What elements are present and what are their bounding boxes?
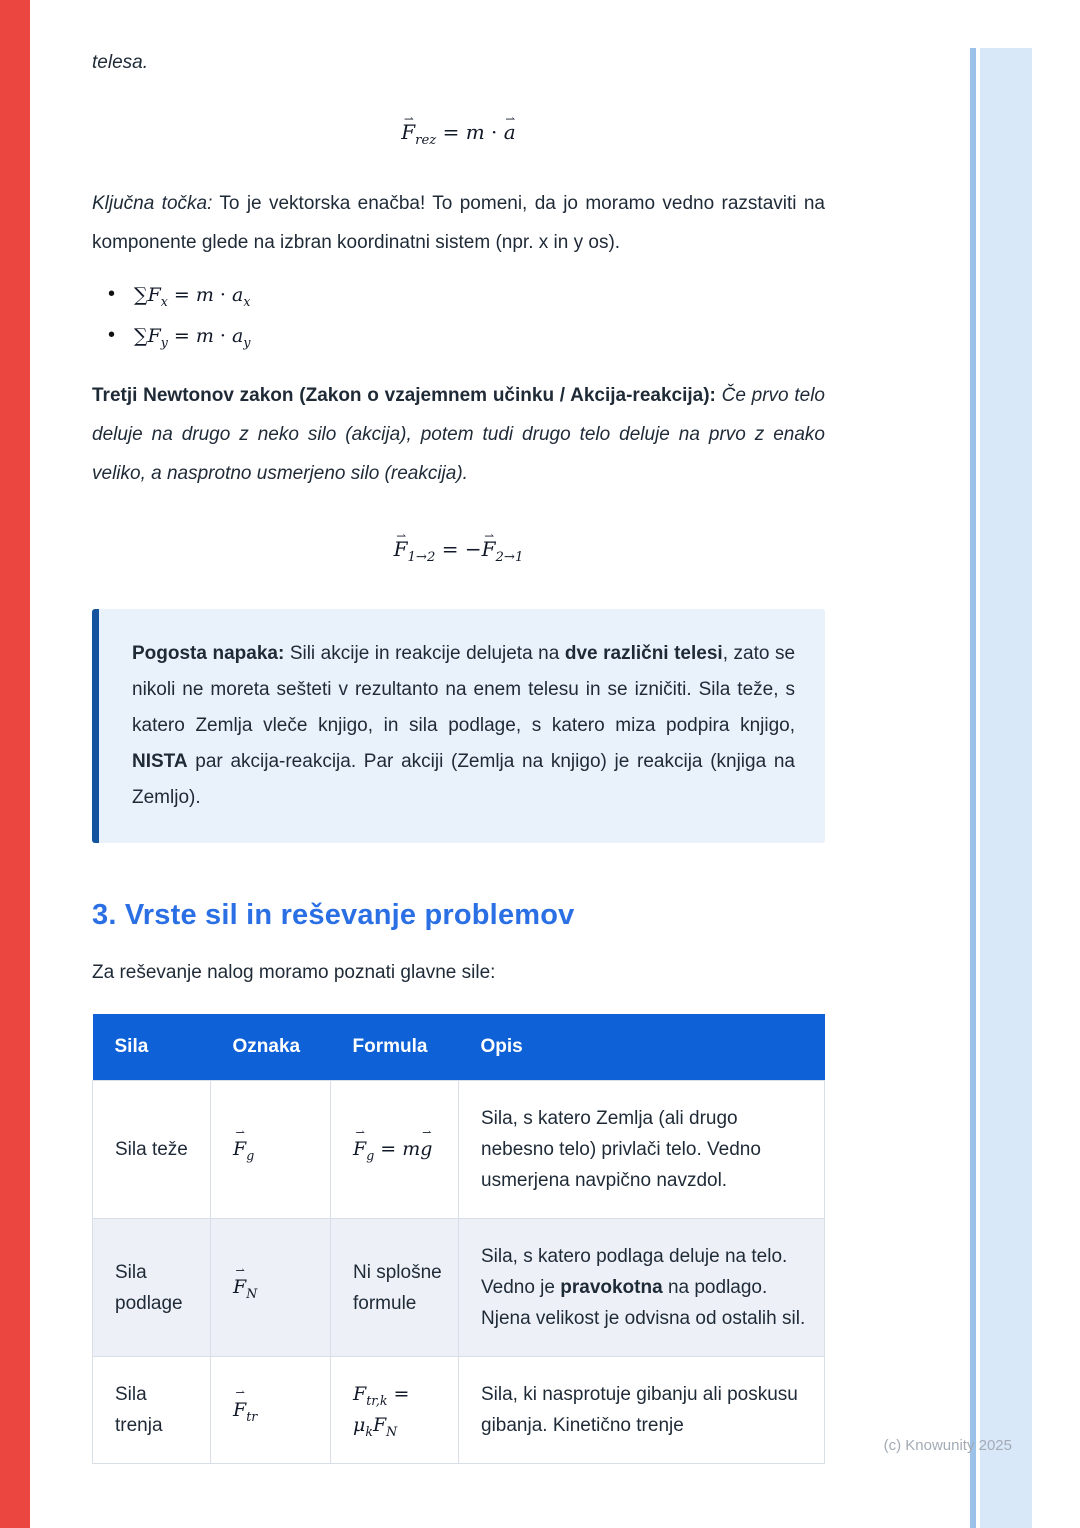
equation-sum-fx: $\sum F_x = m \cdot a_x$ bbox=[134, 284, 251, 309]
cell-sila-trenja-oznaka bbox=[211, 1357, 331, 1464]
paragraph-tretji-zakon: Tretji Newtonov zakon (Zakon o vzajemnem učinku / Akcija-reakcija): Če prvo telo deluje na drugo z neko silo (akcija), potem tudi drugo telo deluje na prvo z enako veliko, a nasprotno usmerjeno silo (reakcija). bbox=[92, 385, 825, 484]
table-row-sila-trenja bbox=[93, 1357, 825, 1464]
equation-sum-fy: $\sum F_y = m \cdot a_y$ bbox=[134, 325, 251, 350]
cell-sila-trenja-opis: Sila, ki nasprotuje gibanju ali poskusu gibanja. Kinetično trenje bbox=[459, 1357, 825, 1464]
cell-sila-trenja-formula bbox=[331, 1357, 459, 1464]
document-content bbox=[92, 0, 825, 1464]
paragraph-table-intro: Za reševanje nalog moramo poznati glavne sile: bbox=[92, 962, 496, 983]
cell-sila-podlage-formula: Ni splošne formule bbox=[331, 1219, 459, 1357]
cell-sila-podlage-oznaka bbox=[211, 1219, 331, 1357]
paragraph-telesa: telesa. bbox=[92, 52, 148, 73]
cell-sila-podlage-name: Sila podlage bbox=[93, 1219, 211, 1357]
list-item-sum-fy bbox=[108, 325, 825, 348]
common-mistake-callout bbox=[92, 609, 825, 843]
copyright-footer: (c) Knowunity 2025 bbox=[883, 1437, 1012, 1454]
equation-ftrk-line1: $F_{tr,k}$ = bbox=[353, 1383, 410, 1408]
component-equations-list bbox=[92, 284, 825, 348]
cell-sila-teze-oznaka bbox=[211, 1081, 331, 1219]
paragraph-kljucna-tocka: Ključna točka: To je vektorska enačba! To pomeni, da jo moramo vedno razstaviti na komponente glede na izbran koordinatni sistem (npr. x in y os). bbox=[92, 193, 825, 253]
cell-sila-teze-opis: Sila, s katero Zemlja (ali drugo nebesno telo) privlači telo. Vedno usmerjena navpično navzdol. bbox=[459, 1081, 825, 1219]
formula-action-reaction: ⇀ $F_{1\to 2}$ = −⇀ $F_{2\to 1}$ bbox=[92, 537, 825, 561]
formula-newton-second-law: ⇀ $F_{rez} = m$ · ⇀ a bbox=[92, 120, 825, 144]
col-header-oznaka: Oznaka bbox=[211, 1014, 331, 1081]
list-item-sum-fx bbox=[108, 284, 825, 307]
table-row-sila-teze bbox=[93, 1081, 825, 1219]
symbol-fn: ⇀ $F_N$ bbox=[233, 1276, 257, 1298]
table-row-sila-podlage bbox=[93, 1219, 825, 1357]
cell-sila-teze-name: Sila teže bbox=[93, 1081, 211, 1219]
left-accent-bar bbox=[0, 0, 30, 1528]
equation-fg-mg: ⇀ $F_g$ = m⇀ g bbox=[353, 1138, 432, 1160]
symbol-fg: ⇀ $F_g$ bbox=[233, 1138, 254, 1160]
next-page-edge-band bbox=[980, 48, 1032, 1528]
col-header-opis: Opis bbox=[459, 1014, 825, 1081]
symbol-ftr: ⇀ $F_{tr}$ bbox=[233, 1399, 257, 1421]
next-page-edge-line bbox=[970, 48, 976, 1528]
cell-sila-teze-formula bbox=[331, 1081, 459, 1219]
col-header-sila: Sila bbox=[93, 1014, 211, 1081]
col-header-formula: Formula bbox=[331, 1014, 459, 1081]
callout-text: Pogosta napaka: Sili akcije in reakcije delujeta na dve različni telesi, zato se nikoli ne moreta sešteti v rezultanto na enem telesu in se izničiti. Sila teže, s katero Zemlja vleče knjigo, in sila podlage, s katero miza podpira knjigo, NISTA par akcija-reakcija. Par akciji (Zemlja na knjigo) je reakcija (knjiga na Zemljo). bbox=[132, 643, 796, 808]
cell-sila-trenja-name: Sila trenja bbox=[93, 1357, 211, 1464]
equation-ftrk-line2: $\mu_kF_N$ bbox=[353, 1414, 398, 1439]
forces-table bbox=[92, 1014, 825, 1464]
cell-sila-podlage-opis: Sila, s katero podlaga deluje na telo. Vedno je pravokotna na podlago. Njena velikost je odvisna od ostalih sil. bbox=[459, 1219, 825, 1357]
section-heading: 3. Vrste sil in reševanje problemov bbox=[92, 899, 575, 931]
table-header-row bbox=[93, 1014, 825, 1081]
